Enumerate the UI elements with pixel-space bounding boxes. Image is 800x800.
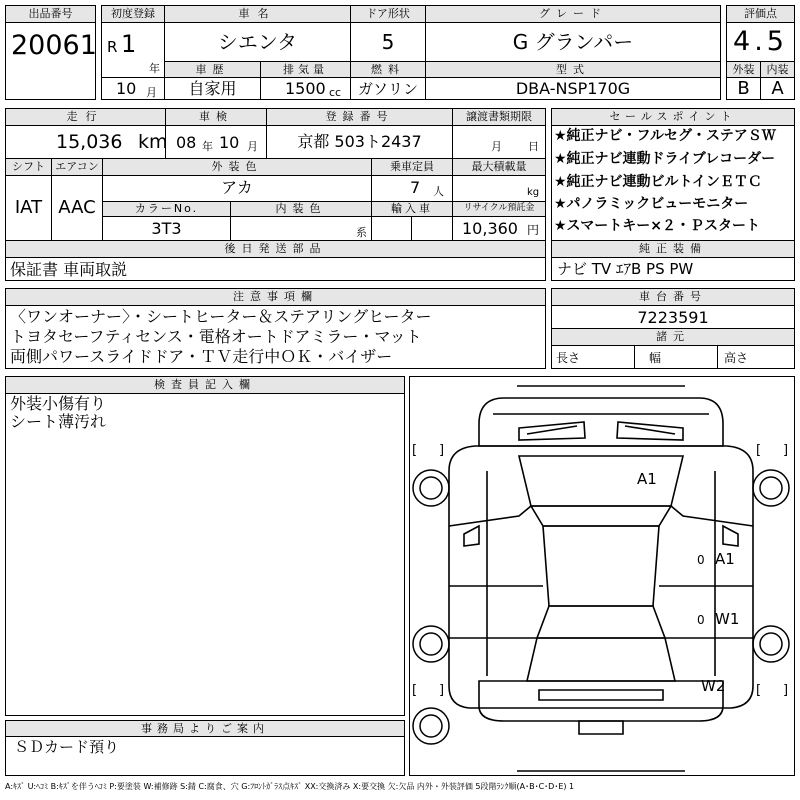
diagram-right-mirror	[723, 526, 738, 546]
wheel-rear-left	[413, 626, 449, 662]
wheel-rear-right	[753, 626, 789, 662]
exterior-grade-value: B	[737, 78, 750, 99]
svg-text:]: ]	[783, 683, 789, 698]
specs-label: 諸元	[656, 330, 690, 343]
maxload-label: 最大積載量	[471, 160, 527, 173]
diagram-rear-window	[537, 606, 665, 638]
transfer-label: 譲渡書類期限	[466, 110, 532, 123]
car-diagram	[409, 376, 795, 776]
recycle-unit: 円	[527, 223, 540, 237]
excolor-value: アカ	[221, 178, 253, 197]
specs-length: 長さ	[556, 351, 581, 365]
diagram-left-mirror	[464, 526, 479, 546]
notes-line: 〈ワンオーナー〉・シートヒーター＆ステアリングヒーター	[10, 307, 432, 326]
specs-height: 高さ	[724, 351, 749, 365]
aircon-label: エアコン	[55, 160, 99, 173]
mileage-unit: km	[138, 131, 168, 153]
laterparts-value: 保証書 車両取説	[10, 260, 128, 279]
laterparts-label: 後日発送部品	[224, 242, 327, 255]
import-label: 輸入車	[391, 202, 433, 215]
svg-text:]: ]	[439, 683, 445, 698]
grade-value: G グランパー	[512, 30, 634, 54]
sales-point: ★純正ナビ連動ビルトインＥＴＣ	[554, 174, 762, 190]
door-value: 5	[381, 30, 395, 54]
specs-width-box	[634, 345, 718, 369]
equipment-label: 純正装備	[639, 242, 707, 255]
diagram-right-front-door	[671, 506, 753, 526]
notes-line: トヨタセーフティセンス・電格オートドアミラー・マット	[10, 327, 422, 346]
sales-point: ★純正ナビ・フルセグ・ステアＳＷ	[554, 128, 776, 144]
incolor-unit: 系	[356, 226, 367, 239]
damage-mark: A1	[637, 470, 657, 488]
svg-text:0: 0	[697, 613, 705, 627]
inspection-label: 車検	[199, 110, 233, 123]
wheel-front-right	[753, 470, 789, 506]
diagram-trunk	[527, 638, 675, 681]
recycle-label: リサイクル預託金	[463, 203, 535, 213]
displacement-unit: cc	[329, 86, 342, 99]
transfer-month-unit: 月	[491, 140, 502, 153]
sales-point: ★純正ナビ連動ドライブレコーダー	[554, 151, 776, 167]
wheel-front-left	[413, 470, 449, 506]
displacement-label: 排気量	[283, 63, 328, 76]
reg-year: 1	[121, 30, 137, 58]
notes-line: 両側パワースライドドア・ＴＶ走行中ＯＫ・バイザー	[10, 347, 393, 366]
door-label: ドア形状	[366, 7, 410, 20]
diagram-windshield	[531, 506, 671, 526]
svg-text:0: 0	[697, 553, 705, 567]
diagram-front-bumper	[479, 398, 723, 446]
score-value: 4.5	[733, 26, 788, 57]
office-label: 事務局よりご案内	[141, 722, 269, 735]
recycle-value: 10,360	[462, 219, 518, 238]
chassis-value: 7223591	[637, 308, 709, 327]
office-value: ＳＤカード預り	[14, 738, 120, 756]
fuel-label: 燃料	[371, 63, 405, 76]
salespoints-label: セールスポイント	[609, 110, 737, 123]
import-box-b	[411, 216, 453, 241]
shift-value: IAT	[14, 197, 43, 218]
colorno-label: カラーNo.	[134, 202, 199, 215]
grade-label: グレード	[539, 7, 607, 20]
svg-text:[: [	[756, 683, 762, 698]
mileage-label: 走行	[66, 110, 105, 123]
svg-text:[: [	[412, 683, 418, 698]
colorno-value: 3T3	[151, 219, 182, 238]
model-label: 型式	[556, 63, 590, 76]
inspection-year: 08	[176, 133, 197, 152]
diagram-left-front-door	[449, 506, 531, 526]
inspection-year-unit: 年	[202, 140, 213, 153]
svg-text:]: ]	[783, 443, 789, 458]
import-box-a	[371, 216, 412, 241]
interior-grade-label: 内装	[766, 63, 789, 76]
mileage-value: 15,036	[56, 131, 123, 153]
aircon-value: AAC	[58, 197, 96, 218]
equipment-value: ナビ TV ｴｱB PS PW	[557, 260, 694, 278]
plate-label: 登録番号	[325, 110, 394, 123]
damage-mark: W1	[715, 610, 740, 628]
sales-point: ★スマートキー×２・Ｐスタート	[554, 218, 761, 234]
displacement-value: 1500	[285, 79, 326, 98]
legend: A:ｷｽﾞ U:ﾍｺﾐ B:ｷｽﾞを伴うﾍｺﾐ P:要塗装 W:補修跡 S:錆 C:腐食、穴 G:ﾌﾛﾝﾄｶﾞﾗｽ点ｷｽﾞ XX:交換済み X:要交換 欠:欠品 内外・外装評価 5段階ﾗﾝｸ順(A･B･C･D･E) 1	[5, 782, 575, 791]
lot-number: 20061	[11, 30, 97, 61]
inspector-label: 検査員記入欄	[154, 378, 256, 391]
inspector-box	[5, 393, 405, 716]
inspector-line: シート薄汚れ	[10, 412, 107, 431]
svg-text:]: ]	[439, 443, 445, 458]
capacity-unit: 人	[433, 185, 444, 198]
damage-marks	[637, 470, 739, 695]
capacity-value: 7	[410, 178, 421, 197]
notes-label: 注意事項欄	[233, 290, 318, 303]
maxload-unit: kg	[527, 187, 540, 198]
svg-text:[: [	[412, 443, 418, 458]
reg-label: 初度登録	[111, 7, 155, 20]
reg-month-unit: 月	[146, 86, 157, 99]
shift-label: シフト	[12, 160, 45, 173]
interior-grade-value: A	[771, 78, 784, 99]
excolor-label: 外装色	[211, 160, 263, 173]
score-label: 評価点	[744, 7, 777, 20]
plate-value: 京都 503ト2437	[297, 132, 422, 151]
carname-value: シエンタ	[217, 30, 298, 54]
fuel-value: ガソリン	[357, 80, 418, 98]
damage-mark: A1	[715, 550, 735, 568]
diagram-headlight-right	[617, 422, 683, 440]
reg-year-unit: 年	[149, 62, 160, 75]
wheel-spare	[413, 708, 449, 744]
diagram-body	[449, 446, 753, 708]
sales-point: ★パノラミックビューモニター	[554, 196, 749, 212]
diagram-hood	[519, 456, 683, 506]
diagram-rear-plate	[539, 690, 663, 700]
carname-label: 車名	[238, 7, 277, 20]
capacity-label: 乗車定員	[390, 160, 434, 173]
chassis-label: 車台番号	[639, 290, 707, 303]
reg-month: 10	[116, 79, 137, 98]
model-value: DBA-NSP170G	[515, 79, 631, 98]
incolor-label: 内装色	[275, 202, 327, 215]
diagram-roof	[543, 526, 659, 606]
incolor-box	[230, 216, 372, 241]
history-value: 自家用	[188, 79, 237, 98]
exterior-grade-label: 外装	[732, 63, 755, 76]
history-label: 車歴	[195, 63, 230, 76]
reg-era: R	[107, 38, 118, 56]
lot-label: 出品番号	[28, 7, 73, 20]
inspection-month: 10	[219, 133, 240, 152]
inspector-line: 外装小傷有り	[10, 394, 107, 413]
svg-text:[: [	[756, 443, 762, 458]
specs-width: 幅	[649, 351, 662, 365]
diagram-headlight-left	[519, 422, 585, 440]
diagram-rear-bumper	[479, 681, 723, 721]
inspection-month-unit: 月	[247, 140, 258, 153]
transfer-day-unit: 日	[528, 140, 539, 153]
damage-mark: W2	[701, 677, 726, 695]
